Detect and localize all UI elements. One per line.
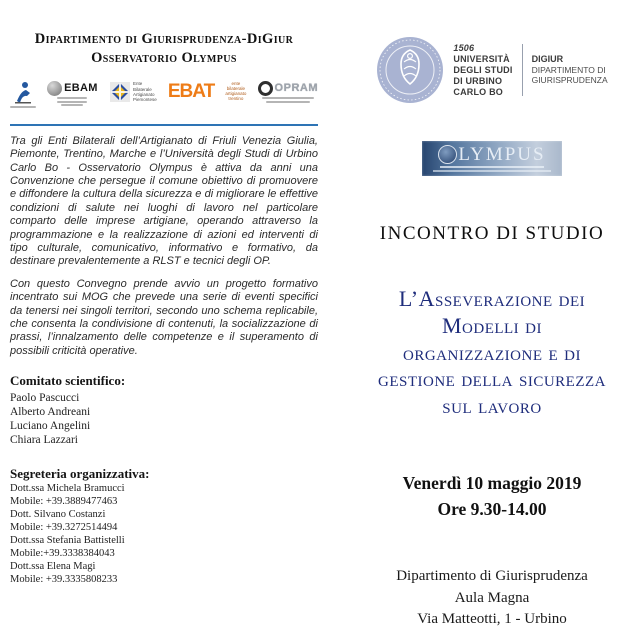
organizing-secretariat-list (10, 482, 318, 586)
trentino-caption-line: bilaterale (226, 85, 245, 91)
olympus-tagline-line (433, 170, 551, 172)
ebat-logo (168, 81, 214, 103)
olympus-o-emblem-icon (438, 145, 457, 164)
left-column (10, 30, 318, 586)
olympus-banner-logo (422, 141, 562, 176)
event-title-line: Modelli di (441, 312, 543, 338)
event-title-line: L’Asseverazione dei (398, 286, 586, 311)
university-name-line: CARLO BO (453, 86, 503, 97)
event-title (348, 286, 636, 420)
university-name-line: DEGLI STUDI (453, 65, 513, 76)
eba-piemonte-logo (109, 81, 157, 103)
event-time: Ore 9.30-14.00 (437, 498, 547, 519)
micro-caption (262, 97, 314, 99)
left-header (10, 30, 318, 68)
venue-hall: Aula Magna (454, 589, 530, 606)
trentino-caption-line: artigianato (225, 91, 247, 97)
ebat-trentino-caption (225, 81, 246, 102)
secretariat-mobile: Mobile: +39.3335808233 (10, 574, 118, 586)
olympus-label: LYMPUS (458, 144, 546, 166)
event-datetime (348, 471, 636, 522)
piemonte-emblem-icon (109, 81, 131, 103)
trentino-caption-line: ente (231, 80, 241, 86)
scientific-committee-list (10, 391, 318, 447)
event-title-line: organizzazione e di (403, 339, 581, 365)
olympus-wordmark (438, 145, 545, 164)
event-title-line: sul lavoro (442, 393, 542, 419)
ebam-logo (47, 81, 98, 107)
micro-caption (61, 104, 83, 106)
university-seal-icon (376, 36, 444, 104)
department-name-line: DIPARTIMENTO DI (531, 64, 606, 75)
department-title: Dipartimento di Giurisprudenza-DiGiur (34, 31, 294, 47)
opram-logo (258, 81, 318, 103)
digiur-label: DIGIUR (531, 53, 564, 64)
venue-address: Via Matteotti, 1 - Urbino (417, 611, 567, 628)
university-name-line: DI URBINO (453, 75, 503, 86)
secretariat-mobile: Mobile: +39.3272514494 (10, 522, 118, 534)
event-title-line: gestione della sicurezza (378, 366, 606, 392)
project-paragraph: Con questo Convegno prende avvio un progetto formativo incentrato sui MOG che prevede una serie di eventi specifici da tenersi nei singoli territori, secondo uno schema replicabile, che consenta la condivisione di contenuti, la socializzazione di prassi, l’innalzamento delle competenze e il superamento di possibili criticità operative. (10, 277, 318, 357)
scientific-committee-heading: Comitato scientifico: (10, 373, 126, 389)
partner-logos-row (10, 81, 318, 119)
ebam-label: EBAM (64, 82, 98, 95)
secretariat-person: Dott.ssa Michela Bramucci (10, 483, 125, 495)
piemonte-caption (133, 81, 157, 102)
secretariat-mobile: Mobile: +39.3889477463 (10, 496, 118, 508)
opram-label: OPRAM (274, 82, 318, 95)
university-wordmark (453, 43, 607, 98)
trentino-caption-line: trentino (228, 96, 244, 102)
olympus-figure-logo (10, 81, 36, 109)
right-column (348, 36, 636, 631)
piemonte-caption-line: Piemontese (132, 96, 157, 102)
secretariat-person: Dott.ssa Elena Magi (10, 561, 96, 573)
ebam-sphere-icon (47, 81, 62, 96)
observatory-title: Osservatorio Olympus (91, 49, 237, 66)
micro-caption (266, 101, 310, 103)
olympus-tagline-line (440, 166, 544, 168)
university-logo-block (348, 36, 636, 104)
founding-year: 1506 (453, 42, 475, 53)
university-name (453, 43, 512, 98)
secretariat-person: Dott.ssa Stefania Battistelli (10, 535, 125, 547)
piemonte-caption-line: Artigianato (132, 91, 155, 97)
micro-caption (10, 106, 36, 108)
organizing-secretariat-heading: Segreteria organizzativa: (10, 466, 150, 482)
intro-paragraph: Tra gli Enti Bilaterali dell’Artigianato di Friuli Venezia Giulia, Piemonte, Trentino, Marche e l’Università degli Studi di Urbino Carlo Bo - Osservatorio Olympus è attiva da anni una Convenzione che persegue il comune obiettivo di promuovere e diffondere la cultura della sicurezza e di migliorare le effettive condizioni di salute nei luoghi di lavoro nel particolare comparto delle imprese artigiane, operando attraverso la programmazione e la realizzazione di azioni ed interventi di tipo culturale, comunicativo, informativo e formativo, da destinare prevalentemente a RLST e tecnici degli OP. (10, 134, 318, 268)
secretariat-mobile: Mobile:+39.3338384043 (10, 548, 115, 560)
micro-caption (57, 101, 87, 103)
committee-member: Chiara Lazzari (10, 434, 78, 447)
committee-member: Luciano Angelini (10, 420, 91, 433)
committee-member: Alberto Andreani (10, 406, 91, 419)
venue-department: Dipartimento di Giurisprudenza (396, 567, 588, 584)
piemonte-caption-line: Bilaterale (132, 86, 152, 92)
department-wordmark (532, 54, 608, 86)
ebat-label: EBAT (167, 80, 215, 102)
blue-divider (10, 124, 318, 126)
logo-divider (522, 44, 523, 96)
department-name-line: GIURISPRUDENZA (531, 75, 608, 86)
event-type-heading: INCONTRO DI STUDIO (379, 223, 605, 244)
committee-member: Paolo Pascucci (10, 392, 80, 405)
secretariat-person: Dott. Silvano Costanzi (10, 509, 106, 521)
event-date: Venerdì 10 maggio 2019 (402, 473, 582, 494)
opram-ring-icon (258, 81, 273, 96)
university-name-line: UNIVERSITÀ (453, 54, 510, 65)
event-venue (348, 566, 636, 631)
piemonte-caption-line: Ente (132, 81, 143, 87)
micro-caption (57, 97, 87, 99)
discus-thrower-icon (13, 81, 33, 105)
